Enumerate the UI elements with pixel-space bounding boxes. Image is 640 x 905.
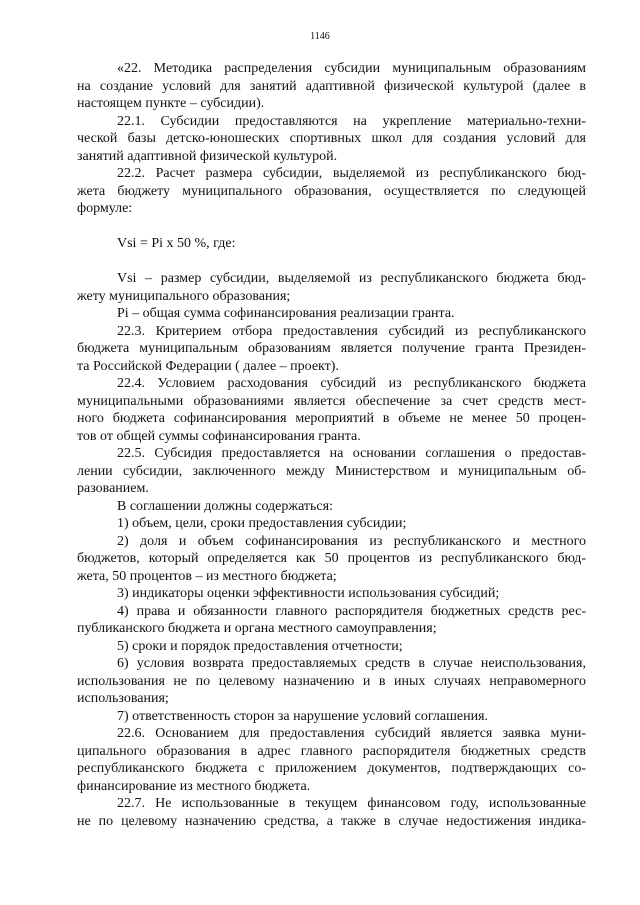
text-line: Vsi – размер субсидии, выделяемой из республиканского бюджета бюд-: [117, 271, 586, 286]
text-line: формуле:: [77, 201, 133, 216]
text-line: 4) права и обязанности главного распорядителя бюджетных средств рес-: [117, 603, 586, 619]
text-line: ципального образования в адрес главного распорядителя бюджетных средств: [77, 743, 586, 759]
text-line: разованием.: [77, 481, 149, 496]
text-line: жета бюджету муниципального образования, осуществляется по следующей: [77, 183, 586, 199]
text-line: тов от общей суммы софинансирования гранта.: [77, 428, 361, 444]
text-line: 7) ответственность сторон за нарушение условий соглашения.: [117, 708, 489, 724]
blank-line: [77, 253, 586, 271]
text-line: республиканского бюджета с приложением документов, подтверждающих со-: [77, 761, 586, 776]
text-line: бюджета муниципальным образованиям является получение гранта Президен-: [77, 341, 586, 356]
text-line: 22.3. Критерием отбора предоставления субсидий из республиканского: [117, 323, 586, 339]
text-line: не по целевому назначению средства, а также в случае недостижения индика-: [77, 813, 586, 829]
text-line: та Российской Федерации ( далее – проект).: [77, 358, 339, 374]
text-line: 22.6. Основанием для предоставления субсидий является заявка муни-: [117, 726, 586, 741]
text-line: ного бюджета софинансирования мероприятий в объеме не менее 50 процен-: [77, 411, 586, 426]
text-line: использования не по целевому назначению и в иных случаях неправомерного: [77, 673, 586, 689]
text-line: использования;: [77, 691, 169, 706]
text-line: лении субсидии, заключенного между Министерством и муниципальным об-: [77, 463, 586, 479]
text-line: 22.4. Условием расходования субсидий из республиканского бюджета: [117, 376, 586, 391]
text-line: 22.5. Субсидия предоставляется на основании соглашения о предостав-: [117, 446, 586, 461]
text-line: Pi – общая сумма софинансирования реализации гранта.: [117, 306, 455, 321]
text-line: «22. Методика распределения субсидии муниципальным образованиям: [117, 61, 586, 76]
text-line: бюджетов, который определяется как 50 процентов из республиканского бюд-: [77, 551, 586, 566]
text-line: 2) доля и объем софинансирования из республиканского и местного: [117, 533, 586, 549]
text-line: 6) условия возврата предоставляемых средств в случае неиспользования,: [117, 656, 586, 671]
text-line: 1) объем, цели, сроки предоставления субсидии;: [117, 516, 407, 531]
text-line: ческой базы детско-юношеских спортивных школ для создания условий для: [77, 131, 586, 146]
text-line: финансирование из местного бюджета.: [77, 778, 311, 794]
text-line: 22.7. Не использованные в текущем финансовом году, использованные: [117, 796, 586, 811]
text-line: 3) индикаторы оценки эффективности использования субсидий;: [117, 586, 500, 601]
text-line: настоящем пункте – субсидии).: [77, 96, 265, 111]
page-number: 1146: [310, 31, 330, 42]
text-line: 22.1. Субсидии предоставляются на укрепление материально-техни-: [117, 113, 586, 129]
document-body: [77, 60, 586, 830]
text-line: муниципальными образованиями является обеспечение за счет средств мест-: [77, 393, 586, 409]
text-line: жету муниципального образования;: [77, 288, 291, 304]
text-line: Vsi = Pi x 50 %, где:: [117, 236, 236, 251]
blank-line: [77, 218, 586, 236]
text-line: публиканского бюджета и органа местного самоуправления;: [77, 621, 437, 636]
text-line: 5) сроки и порядок предоставления отчетности;: [117, 638, 403, 654]
text-line: занятий адаптивной физической культурой.: [77, 148, 338, 164]
text-line: жета, 50 процентов – из местного бюджета;: [77, 568, 337, 584]
text-line: на создание условий для занятий адаптивной физической культурой (далее в: [77, 78, 586, 94]
text-line: В соглашении должны содержаться:: [117, 498, 333, 514]
text-line: 22.2. Расчет размера субсидии, выделяемой из республиканского бюд-: [117, 166, 586, 181]
